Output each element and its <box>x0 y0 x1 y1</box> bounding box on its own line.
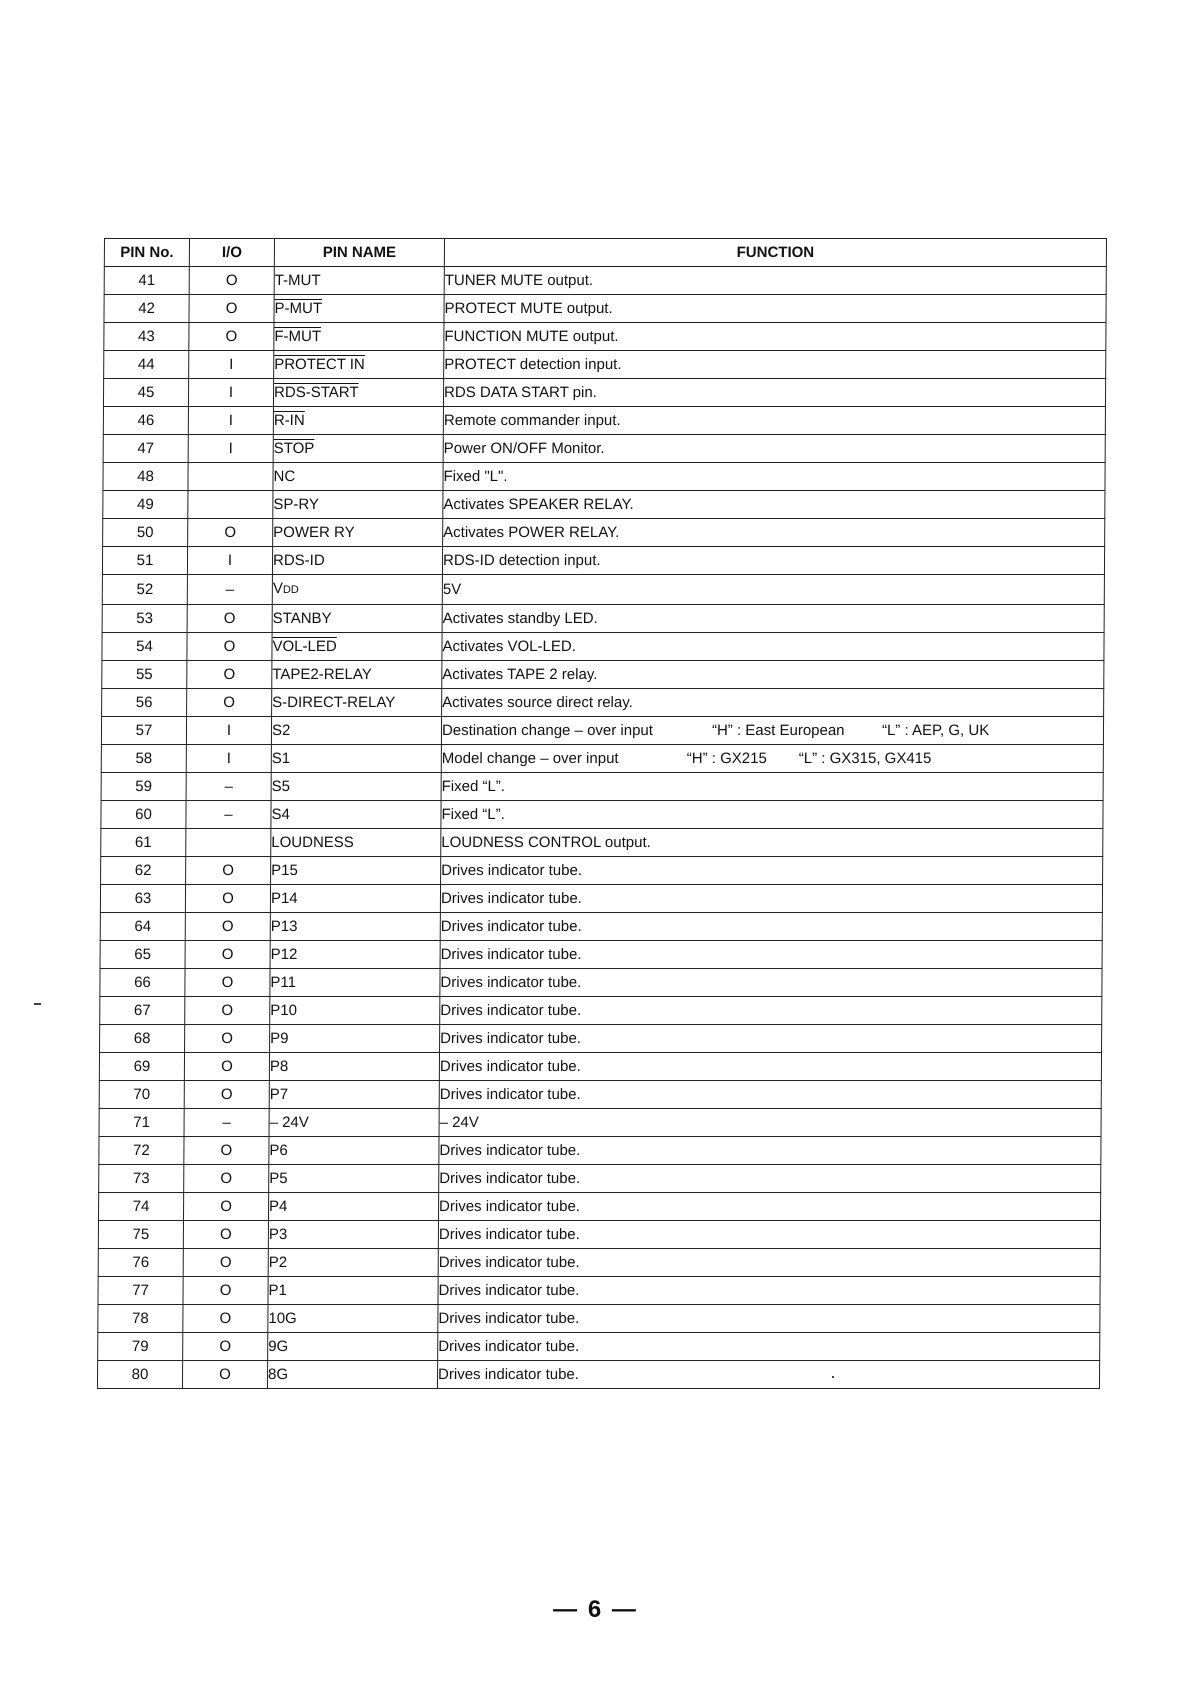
table-row <box>101 717 1103 745</box>
table-row <box>99 1081 1101 1109</box>
pin-function: Drives indicator tube. <box>439 1137 1101 1165</box>
pin-io: O <box>185 969 270 997</box>
pin-io: O <box>189 295 274 323</box>
pin-io: O <box>187 605 272 633</box>
pin-io: O <box>185 1025 270 1053</box>
pin-name: P5 <box>269 1165 439 1193</box>
pin-name: SP-RY <box>273 491 443 519</box>
table-row <box>104 295 1106 323</box>
pin-io: O <box>187 689 272 717</box>
table-row <box>99 1109 1101 1137</box>
pin-io: O <box>185 913 270 941</box>
pin-name: 8G <box>267 1361 437 1389</box>
table-row <box>102 547 1104 575</box>
pin-function: Drives indicator tube. <box>440 969 1102 997</box>
pin-number: 74 <box>98 1193 183 1221</box>
pin-function: Drives indicator tube. <box>438 1333 1100 1361</box>
pin-function: Drives indicator tube. <box>438 1249 1100 1277</box>
pin-io: O <box>184 1081 269 1109</box>
pin-number: 42 <box>104 295 189 323</box>
pin-name-cell <box>272 575 442 605</box>
pin-function-cell <box>441 717 1103 745</box>
pin-function: TUNER MUTE output. <box>444 267 1106 295</box>
pin-function: Drives indicator tube. <box>440 913 1102 941</box>
pin-name: VOL-LED <box>272 638 337 655</box>
pin-number: 45 <box>103 379 188 407</box>
pin-name: PROTECT IN <box>274 356 365 373</box>
pin-io: I <box>188 379 273 407</box>
pin-name: TAPE2-RELAY <box>272 661 442 689</box>
pin-io: O <box>184 1165 269 1193</box>
pin-name-cell <box>274 351 444 379</box>
pin-number: 70 <box>99 1081 184 1109</box>
scan-speck <box>34 1003 41 1005</box>
table-row <box>102 575 1104 605</box>
pin-name-cell <box>272 633 442 661</box>
pin-io: O <box>185 997 270 1025</box>
table-row <box>100 969 1102 997</box>
pin-name: P11 <box>270 969 440 997</box>
pin-io: O <box>183 1277 268 1305</box>
pin-name: RDS-ID <box>272 547 442 575</box>
pin-io: O <box>185 885 270 913</box>
pin-name: P8 <box>269 1053 439 1081</box>
pin-name: R-IN <box>273 412 305 429</box>
table-row <box>103 463 1105 491</box>
table-row <box>100 1025 1102 1053</box>
pin-number: 80 <box>97 1361 182 1389</box>
table-row <box>99 1165 1101 1193</box>
table-row <box>100 997 1102 1025</box>
pin-io: I <box>186 717 271 745</box>
pin-number: 64 <box>100 913 185 941</box>
pin-number: 75 <box>98 1221 183 1249</box>
pin-function-high: “H” : East European <box>711 722 845 739</box>
table-row <box>99 1137 1101 1165</box>
pin-function: Activates standby LED. <box>442 605 1104 633</box>
pin-io: I <box>187 547 272 575</box>
pin-function: Destination change – over input <box>441 722 654 739</box>
pin-name: NC <box>273 463 443 491</box>
table-row <box>98 1249 1100 1277</box>
table-row <box>98 1277 1100 1305</box>
pin-function: PROTECT detection input. <box>444 351 1106 379</box>
table-row <box>98 1221 1100 1249</box>
pin-number: 76 <box>98 1249 183 1277</box>
pin-name: P6 <box>269 1137 439 1165</box>
table-row <box>103 491 1105 519</box>
pin-function: Drives indicator tube. <box>441 857 1103 885</box>
pin-number: 50 <box>103 519 188 547</box>
pin-number: 53 <box>102 605 187 633</box>
pin-function: Drives indicator tube. <box>438 1305 1100 1333</box>
table-row <box>101 745 1103 773</box>
header-function: FUNCTION <box>444 239 1106 267</box>
pin-function-low: “L” : GX315, GX415 <box>798 750 932 767</box>
pin-function: Drives indicator tube. <box>439 1081 1101 1109</box>
header-io: I/O <box>189 239 274 267</box>
pin-number: 62 <box>101 857 186 885</box>
pin-name: P-MUT <box>274 300 323 317</box>
pin-function: Activates VOL-LED. <box>442 633 1104 661</box>
pin-io <box>188 463 273 491</box>
pin-number: 41 <box>104 267 189 295</box>
pin-number: 66 <box>100 969 185 997</box>
pin-io: – <box>187 575 272 605</box>
pin-function-high: “H” : GX215 <box>686 750 767 767</box>
pin-function: – 24V <box>439 1109 1101 1137</box>
table-row <box>100 913 1102 941</box>
pin-number: 59 <box>101 773 186 801</box>
pin-function-table <box>97 238 1107 1389</box>
pin-io: I <box>188 435 273 463</box>
table-row <box>101 801 1103 829</box>
pin-function: PROTECT MUTE output. <box>444 295 1106 323</box>
pin-name: P12 <box>270 941 440 969</box>
pin-number: 52 <box>102 575 187 605</box>
pin-function: Drives indicator tube. <box>439 1165 1101 1193</box>
pin-name: P13 <box>270 913 440 941</box>
pin-function: RDS DATA START pin. <box>443 379 1105 407</box>
pin-function: Drives indicator tube. <box>438 1193 1100 1221</box>
pin-name: S5 <box>271 773 441 801</box>
pin-number: 43 <box>104 323 189 351</box>
pin-io: O <box>187 633 272 661</box>
pin-io: O <box>182 1361 267 1389</box>
page-number: — 6 — <box>553 1596 638 1623</box>
pin-name: S2 <box>271 717 441 745</box>
pin-function: Drives indicator tube. <box>437 1361 1099 1389</box>
pin-io: O <box>189 267 274 295</box>
pin-function: Drives indicator tube. <box>439 1053 1101 1081</box>
pin-name: POWER RY <box>273 519 443 547</box>
pin-number: 58 <box>101 745 186 773</box>
pin-number: 56 <box>102 689 187 717</box>
pin-name: F-MUT <box>274 328 322 345</box>
pin-number: 54 <box>102 633 187 661</box>
pin-number: 73 <box>99 1165 184 1193</box>
pin-function: RDS-ID detection input. <box>442 547 1104 575</box>
pin-function: Drives indicator tube. <box>440 1025 1102 1053</box>
pin-io: O <box>188 519 273 547</box>
table-row <box>102 689 1104 717</box>
pin-name: STANBY <box>272 605 442 633</box>
table-row <box>103 407 1105 435</box>
pin-number: 48 <box>103 463 188 491</box>
pin-function: Fixed “L”. <box>441 773 1103 801</box>
table-row <box>101 857 1103 885</box>
pin-function: Activates SPEAKER RELAY. <box>443 491 1105 519</box>
pin-number: 72 <box>99 1137 184 1165</box>
table-row <box>101 829 1103 857</box>
header-pin-no: PIN No. <box>104 239 189 267</box>
table-row <box>104 323 1106 351</box>
pin-name: STOP <box>273 440 315 457</box>
pin-io: – <box>186 801 271 829</box>
pin-number: 61 <box>101 829 186 857</box>
pin-io: O <box>183 1221 268 1249</box>
pin-function: Drives indicator tube. <box>438 1277 1100 1305</box>
table-row <box>97 1361 1099 1389</box>
header-pin-name: PIN NAME <box>274 239 444 267</box>
pin-io: O <box>183 1249 268 1277</box>
pin-name: P10 <box>270 997 440 1025</box>
pin-function: Power ON/OFF Monitor. <box>443 435 1105 463</box>
pin-name: V <box>272 580 283 597</box>
pin-name: T-MUT <box>274 267 444 295</box>
pin-function-cell <box>441 745 1103 773</box>
pin-io: O <box>184 1137 269 1165</box>
table-row <box>102 633 1104 661</box>
pin-name-cell <box>273 379 443 407</box>
pin-number: 46 <box>103 407 188 435</box>
pin-number: 68 <box>100 1025 185 1053</box>
pin-function: Drives indicator tube. <box>440 941 1102 969</box>
pin-function: Activates source direct relay. <box>442 689 1104 717</box>
pin-io: – <box>186 773 271 801</box>
pin-number: 79 <box>98 1333 183 1361</box>
pin-name: – 24V <box>269 1109 439 1137</box>
pin-number: 49 <box>103 491 188 519</box>
pin-number: 44 <box>104 351 189 379</box>
table-row <box>100 941 1102 969</box>
pin-number: 60 <box>101 801 186 829</box>
table-row <box>102 661 1104 689</box>
pin-name: P14 <box>270 885 440 913</box>
table-row <box>104 351 1106 379</box>
pin-number: 63 <box>100 885 185 913</box>
table-row <box>103 435 1105 463</box>
pin-io: I <box>188 407 273 435</box>
table-row <box>99 1053 1101 1081</box>
pin-number: 71 <box>99 1109 184 1137</box>
pin-io <box>188 491 273 519</box>
scan-speck <box>832 1376 834 1378</box>
table-row <box>100 885 1102 913</box>
pin-function: Drives indicator tube. <box>440 885 1102 913</box>
pin-name: P3 <box>268 1221 438 1249</box>
pin-function: Model change – over input <box>441 750 619 767</box>
pin-number: 77 <box>98 1277 183 1305</box>
pin-name: 10G <box>268 1305 438 1333</box>
pin-number: 47 <box>103 435 188 463</box>
pin-io: I <box>189 351 274 379</box>
table-row <box>104 267 1106 295</box>
pin-number: 57 <box>101 717 186 745</box>
pin-io: O <box>185 941 270 969</box>
table-header-row <box>104 239 1106 267</box>
pin-name-subscript: DD <box>282 584 299 596</box>
table-row <box>98 1305 1100 1333</box>
pin-function: Drives indicator tube. <box>438 1221 1100 1249</box>
pin-io: O <box>187 661 272 689</box>
table-row <box>102 605 1104 633</box>
pin-name: LOUDNESS <box>271 829 441 857</box>
pin-io: O <box>184 1053 269 1081</box>
pin-function: Fixed "L". <box>443 463 1105 491</box>
pin-io: O <box>183 1193 268 1221</box>
pin-name-cell <box>274 323 444 351</box>
pin-name: S-DIRECT-RELAY <box>272 689 442 717</box>
pin-name: P2 <box>268 1249 438 1277</box>
pin-function-low: “L” : AEP, G, UK <box>881 722 990 739</box>
pin-io: O <box>189 323 274 351</box>
pin-io: O <box>183 1333 268 1361</box>
pin-number: 67 <box>100 997 185 1025</box>
pin-number: 55 <box>102 661 187 689</box>
pin-name: S1 <box>271 745 441 773</box>
pin-name: P4 <box>268 1193 438 1221</box>
table-row <box>98 1333 1100 1361</box>
table-row <box>103 519 1105 547</box>
pin-function: FUNCTION MUTE output. <box>444 323 1106 351</box>
pin-name: RDS-START <box>274 384 359 401</box>
pin-io: I <box>186 745 271 773</box>
pin-number: 69 <box>99 1053 184 1081</box>
pin-name: P15 <box>271 857 441 885</box>
table-row <box>101 773 1103 801</box>
table-row <box>98 1193 1100 1221</box>
pin-name: S4 <box>271 801 441 829</box>
pin-name-cell <box>274 295 444 323</box>
pin-name-cell <box>273 435 443 463</box>
pin-function: Fixed “L”. <box>441 801 1103 829</box>
pin-function: 5V <box>442 575 1104 605</box>
pin-name: P7 <box>269 1081 439 1109</box>
pin-name: P1 <box>268 1277 438 1305</box>
pin-number: 51 <box>102 547 187 575</box>
pin-function: LOUDNESS CONTROL output. <box>441 829 1103 857</box>
pin-io <box>186 829 271 857</box>
table-row <box>103 379 1105 407</box>
pin-function: Drives indicator tube. <box>440 997 1102 1025</box>
pin-io: O <box>186 857 271 885</box>
pin-name: P9 <box>270 1025 440 1053</box>
pin-number: 65 <box>100 941 185 969</box>
pin-function: Remote commander input. <box>443 407 1105 435</box>
pin-io: – <box>184 1109 269 1137</box>
pin-number: 78 <box>98 1305 183 1333</box>
pin-io: O <box>183 1305 268 1333</box>
pin-name: 9G <box>268 1333 438 1361</box>
pin-function: Activates POWER RELAY. <box>443 519 1105 547</box>
pin-function: Activates TAPE 2 relay. <box>442 661 1104 689</box>
pin-name-cell <box>273 407 443 435</box>
